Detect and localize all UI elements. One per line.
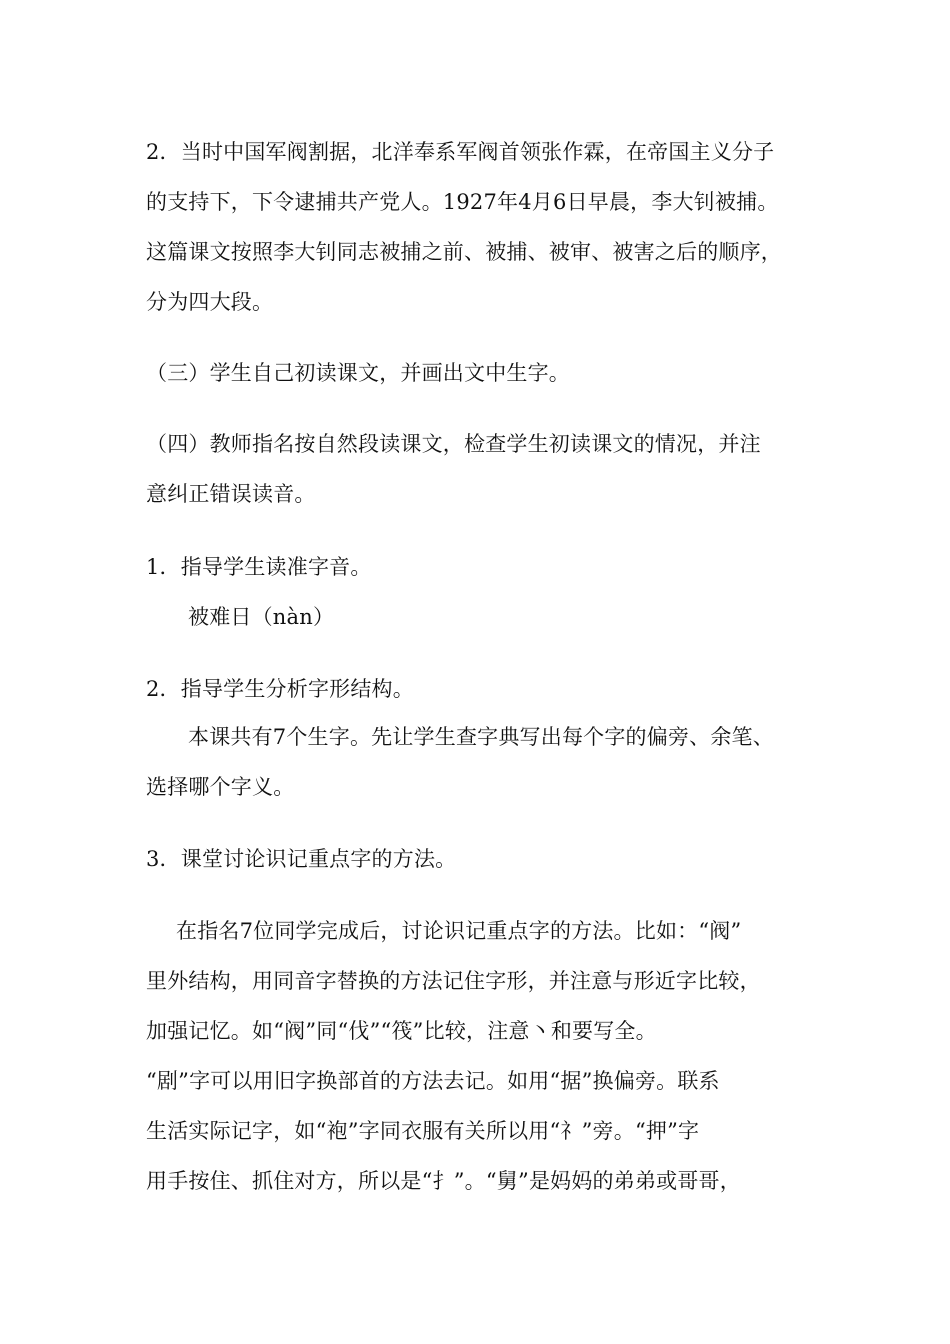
list-item: 2．指导学生分析字形结构。	[146, 677, 414, 701]
paragraph-line: 本课共有7个生字。先让学生查字典写出每个字的偏旁、余笔、	[188, 725, 774, 749]
paragraph-line: “剧”字可以用旧字换部首的方法去记。如用“据”换偏旁。联系	[146, 1069, 720, 1093]
section-heading: （三）学生自己初读课文，并画出文中生字。	[146, 361, 570, 385]
paragraph-line: 加强记忆。如“阀”同“伐”“筏”比较，注意丶和要写全。	[146, 1019, 657, 1043]
paragraph-line: 生活实际记字，如“袍”字同衣服有关所以用“礻”旁。“押”字	[146, 1119, 700, 1143]
paragraph-line: 在指名7位同学完成后，讨论识记重点字的方法。比如：“阀”	[176, 919, 742, 943]
list-item: 3．课堂讨论识记重点字的方法。	[146, 847, 457, 871]
section-heading: （四）教师指名按自然段读课文，检查学生初读课文的情况，并注	[146, 432, 761, 456]
paragraph-line: 意纠正错误读音。	[146, 482, 316, 506]
paragraph-line: 2．当时中国军阀割据，北洋奉系军阀首领张作霖，在帝国主义分子	[146, 140, 775, 164]
paragraph-line: 用手按住、抓住对方，所以是“扌”。“舅”是妈妈的弟弟或哥哥，	[146, 1169, 741, 1193]
list-item: 1．指导学生读准字音。	[146, 555, 372, 579]
paragraph-line: 分为四大段。	[146, 290, 274, 314]
paragraph-line: 的支持下，下令逮捕共产党人。1927年4月6日早晨，李大钊被捕。	[146, 190, 779, 214]
paragraph-line: 这篇课文按照李大钊同志被捕之前、被捕、被审、被害之后的顺序，	[146, 240, 782, 264]
pinyin-example: 被难日（nàn）	[188, 605, 335, 629]
paragraph-line: 选择哪个字义。	[146, 775, 295, 799]
paragraph-line: 里外结构，用同音字替换的方法记住字形，并注意与形近字比较，	[146, 969, 761, 993]
